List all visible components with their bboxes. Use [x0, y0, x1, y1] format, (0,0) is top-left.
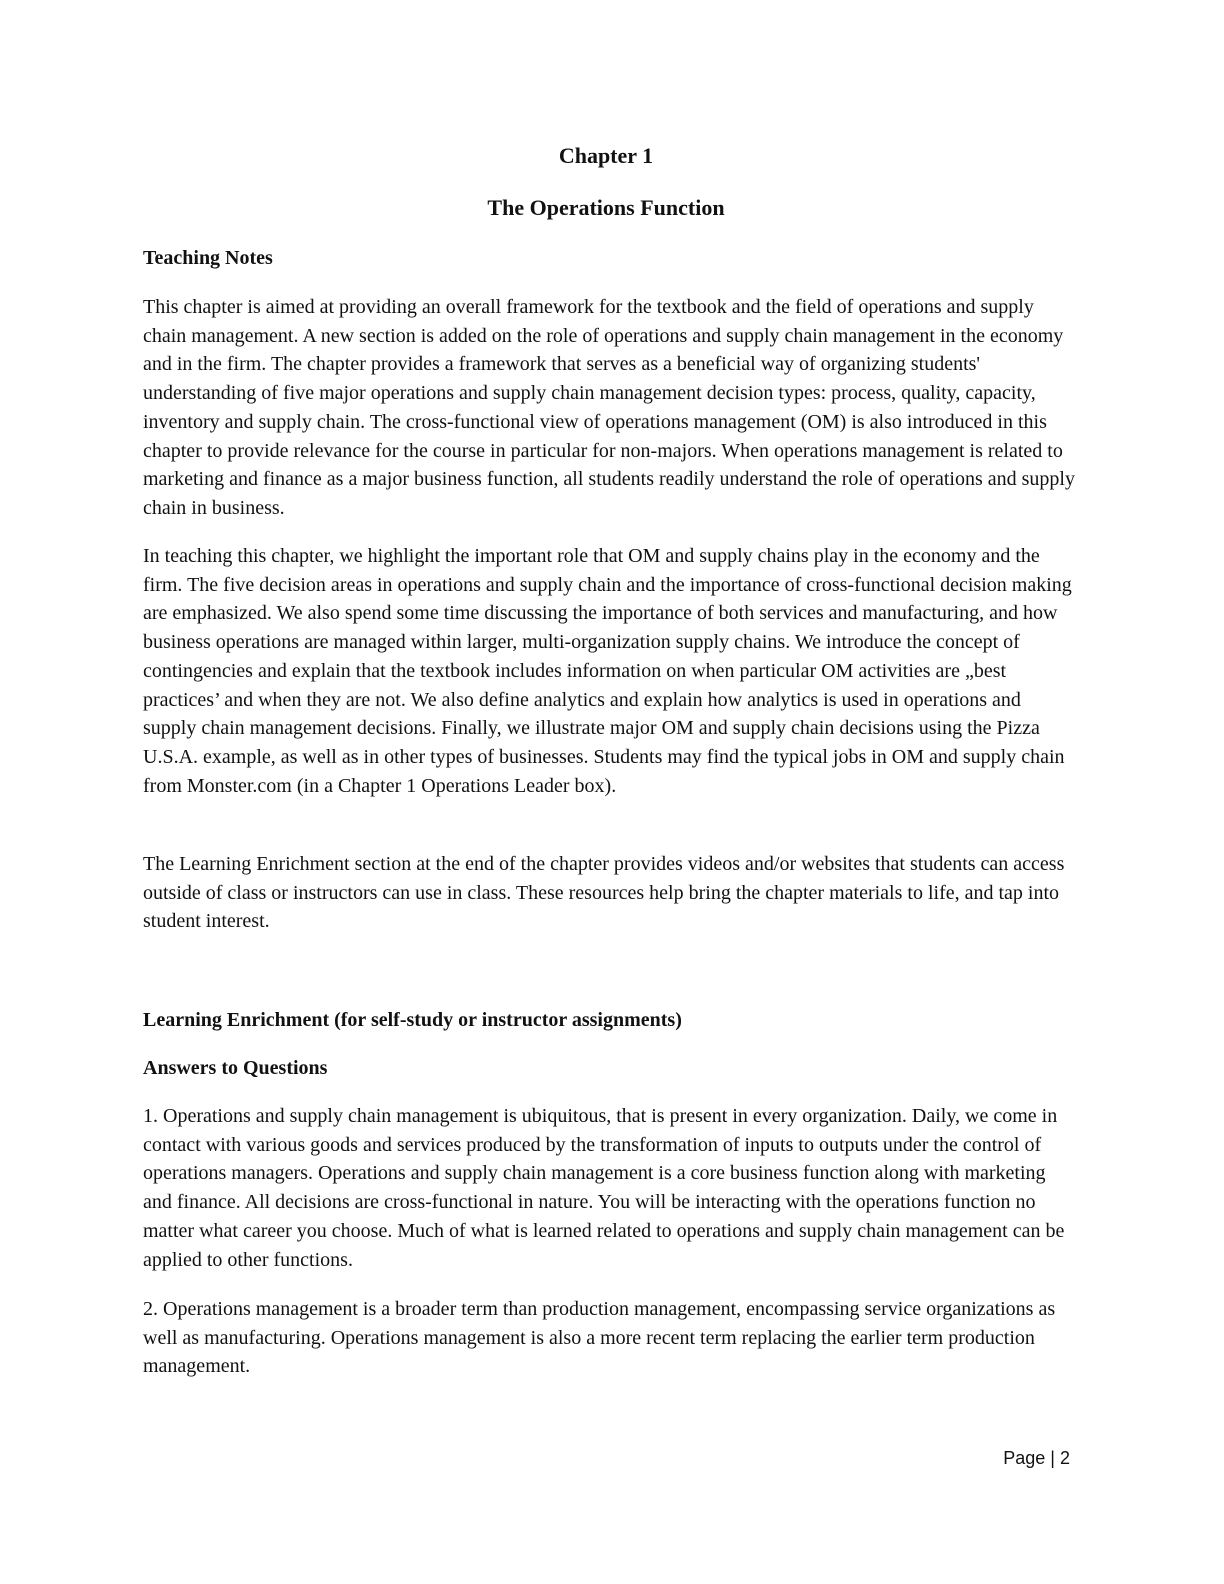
answer-item-1: 1. Operations and supply chain management is ubiquitous, that is present in every organization. Daily, we come in contact with various goods and services produced by the transformation of inputs to outputs under the control of operations managers. Operations and supply chain management is a core business function along with marketing and finance. All decisions are cross-functional in nature. You will be interacting with the operations function no matter what career you choose. Much of what is learned related to operations and supply chain management can be applied to other functions.: [143, 1105, 1065, 1271]
page-number: Page | 2: [1003, 1448, 1070, 1468]
answer-item-2: 2. Operations management is a broader term than production management, encompassing service organizations as well as manufacturing. Operations management is also a more recent term replacing the earlier term production management.: [143, 1298, 1056, 1378]
answers-heading: Answers to Questions: [143, 1057, 328, 1079]
teaching-notes-heading: Teaching Notes: [143, 247, 273, 269]
chapter-title: Chapter 1: [558, 143, 654, 168]
learning-enrichment-heading: Learning Enrichment (for self-study or instructor assignments): [143, 1009, 682, 1031]
teaching-notes-paragraph-3: The Learning Enrichment section at the end of the chapter provides videos and/or websites that students can access outside of class or instructors can use in class. These resources help bring the chapter materials to life, and tap into student interest.: [143, 853, 1065, 933]
teaching-notes-paragraph-1: This chapter is aimed at providing an overall framework for the textbook and the field of operations and supply chain management. A new section is added on the role of operations and supply chain management in the economy and in the firm. The chapter provides a framework that serves as a beneficial way of organizing students' understanding of five major operations and supply chain management decision types: process, quality, capacity, inventory and supply chain. The cross-functional view of operations management (OM) is also introduced in this chapter to provide relevance for the course in particular for non-majors. When operations management is related to marketing and finance as a major business function, all students readily understand the role of operations and supply chain in business.: [143, 296, 1075, 519]
chapter-subtitle: The Operations Function: [487, 195, 725, 220]
teaching-notes-paragraph-2: In teaching this chapter, we highlight the important role that OM and supply chains play in the economy and the firm. The five decision areas in operations and supply chain and the importance of cross-functional decision making are emphasized. We also spend some time discussing the importance of both services and manufacturing, and how business operations are managed within larger, multi-organization supply chains. We introduce the concept of contingencies and explain that the textbook includes information on when particular OM activities are „best practices’ and when they are not. We also define analytics and explain how analytics is used in operations and supply chain management decisions. Finally, we illustrate major OM and supply chain decisions using the Pizza U.S.A. example, as well as in other types of businesses. Students may find the typical jobs in OM and supply chain from Monster.com (in a Chapter 1 Operations Leader box).: [143, 545, 1072, 797]
